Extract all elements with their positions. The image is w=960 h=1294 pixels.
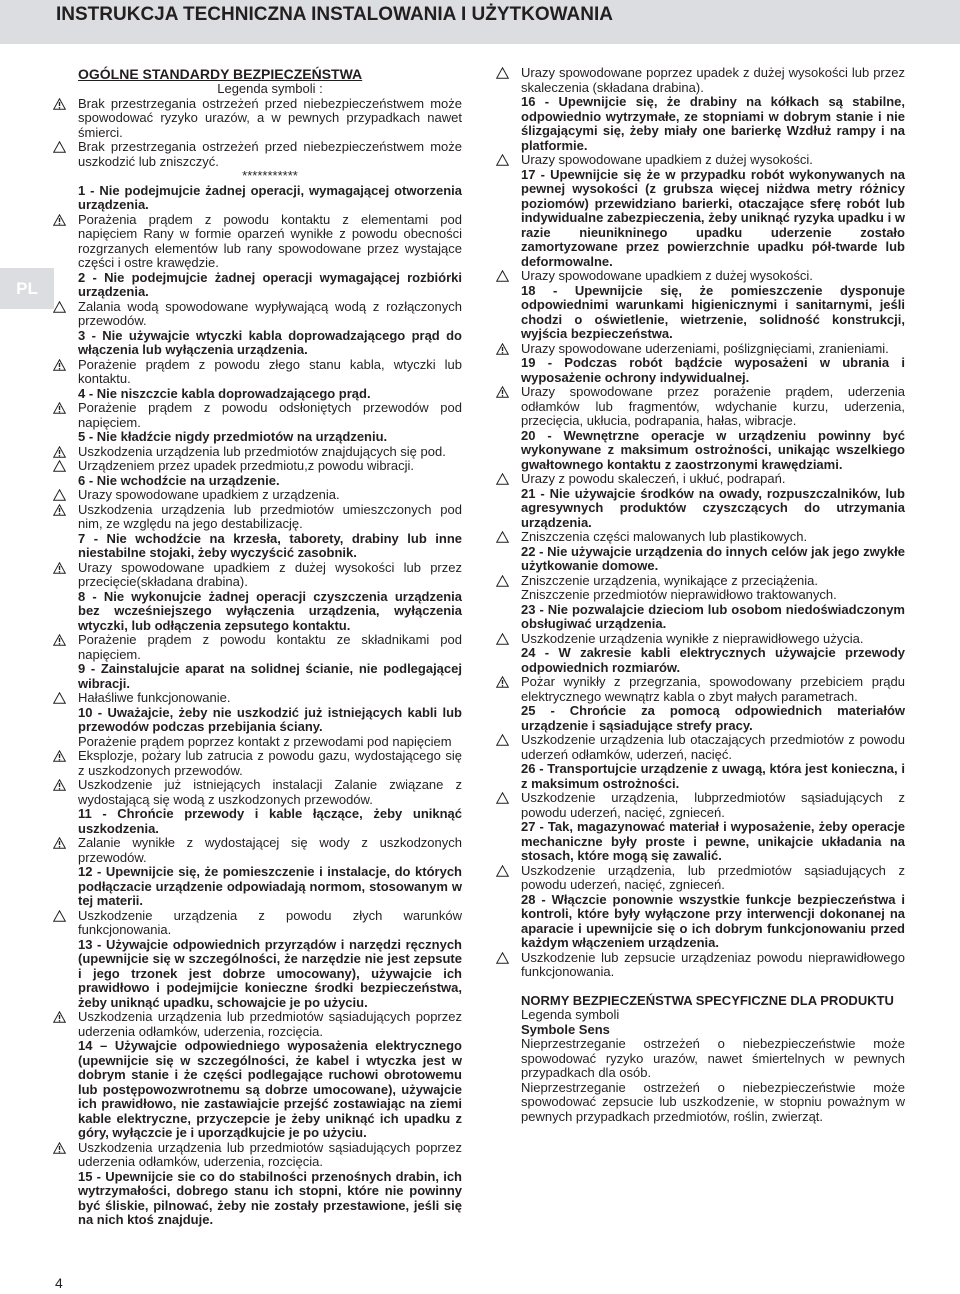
paragraph-text: Zniszczenie urządzenia, wynikające z przeciążenia. xyxy=(521,572,818,588)
danger-warning-icon xyxy=(496,343,509,355)
paragraph-text: 13 - Używajcie odpowiednich przyrządów i narzędzi ręcznych (upewnijcie się w szczególności, że narzędzie nie jest zepsute i jego trzonek jest dobrze umocowany), używajcie ich prawidłowo i podejmijcie konieczne środki bezpieczeństwa, żeby uniknąć upadku, schowajcie je po użyciu. xyxy=(78,936,462,1010)
paragraph-text: 5 - Nie kładźcie nigdy przedmiotów na urządzeniu. xyxy=(78,429,388,444)
paragraph xyxy=(521,733,905,762)
danger-warning-icon xyxy=(53,634,66,646)
danger-warning-icon xyxy=(53,837,66,849)
instruction-heading xyxy=(521,356,905,385)
document-title: INSTRUKCJA TECHNICZNA INSTALOWANIA I UŻYTKOWANIA xyxy=(56,4,613,25)
paragraph xyxy=(78,82,462,97)
caution-warning-icon xyxy=(53,141,66,153)
paragraph xyxy=(78,691,462,706)
paragraph-text: Nieprzestrzeganie ostrzeżeń o niebezpieczeństwie może spowodować zepsucie lub uszkodzenie, w stopniu poważnym w pewnych przypadkach przedmiotów, roślin, zwierząt. xyxy=(521,1079,905,1124)
instruction-heading xyxy=(78,706,462,735)
paragraph xyxy=(78,1010,462,1039)
instruction-heading xyxy=(521,95,905,153)
paragraph-text: 22 - Nie używajcie urządzenia do innych celów jak jego zwykłe użytkowanie domowe. xyxy=(521,543,905,573)
danger-warning-icon xyxy=(53,359,66,371)
instruction-heading xyxy=(78,1039,462,1141)
paragraph-text: Uszkodzenia urządzenia lub przedmiotów sąsiadujących poprzez uderzenia odłamków, uderzenia, rozcięcia. xyxy=(78,1139,462,1169)
paragraph-text: Porażenia prądem z powodu kontaktu z elementami pod napięciem Rany w formie oparzeń wynikłe z powodu obecności rozgrzanych elementów lub rany spowodowane przez wystające części i ostre krawędzie. xyxy=(78,211,462,270)
paragraph-text: 19 - Podczas robót bądźcie wyposażeni w ubrania i wyposażenie ochrony indywidualnej. xyxy=(521,355,905,385)
danger-warning-icon xyxy=(53,98,66,110)
paragraph-text: 9 - Zainstalujcie aparat na solidnej ścianie, nie podlegającej wibracji. xyxy=(78,661,462,691)
caution-warning-icon xyxy=(53,489,66,501)
caution-warning-icon xyxy=(53,301,66,313)
instruction-heading xyxy=(521,168,905,270)
caution-warning-icon xyxy=(53,692,66,704)
instruction-heading xyxy=(521,603,905,632)
paragraph xyxy=(521,675,905,704)
paragraph-text: Eksplozje, pożary lub zatrucia z powodu gazu, wydostającego się z uszkodzonych przewodów. xyxy=(78,748,462,778)
paragraph xyxy=(78,358,462,387)
paragraph xyxy=(521,385,905,429)
page-number: 4 xyxy=(55,1275,63,1291)
paragraph-text: 23 - Nie pozwalajcie dzieciom lub osobom niedoświadczonym obsługiwać urządzenia. xyxy=(521,601,905,631)
paragraph-text: Uszkodzenie lub zepsucie urządzeniaz powodu nieprawidłowego funkcjonowania. xyxy=(521,949,905,979)
caution-warning-icon xyxy=(496,865,509,877)
instruction-heading xyxy=(521,1023,905,1038)
paragraph-text: Brak przestrzegania ostrzeżeń przed niebezpieczeństwem może spowodować ryzyko urazów, a w pewnych przypadkach nawet śmierci. xyxy=(78,95,462,140)
paragraph-text: Brak przestrzegania ostrzeżeń przed niebezpieczeństwem może uszkodzić lub zniszczyć. xyxy=(78,139,462,169)
caution-warning-icon xyxy=(496,67,509,79)
paragraph-text: Zalanie wynikłe z wydostającej się wody z uszkodzonych przewodów. xyxy=(78,835,462,865)
paragraph xyxy=(78,445,462,460)
paragraph xyxy=(78,735,462,750)
paragraph-text: OGÓLNE STANDARDY BEZPIECZEŃSTWA xyxy=(78,66,363,82)
instruction-heading xyxy=(78,1170,462,1228)
paragraph xyxy=(521,342,905,357)
instruction-heading xyxy=(78,865,462,909)
instruction-heading xyxy=(78,329,462,358)
paragraph xyxy=(78,836,462,865)
paragraph-text: Zniszczenie przedmiotów nieprawidłowo traktowanych. xyxy=(521,587,837,602)
paragraph xyxy=(521,1008,905,1023)
danger-warning-icon xyxy=(53,214,66,226)
instruction-heading xyxy=(78,938,462,1011)
paragraph-text: NORMY BEZPIECZEŃSTWA SPECYFICZNE DLA PRODUKTU xyxy=(521,992,894,1008)
language-tab: PL xyxy=(0,268,54,309)
instruction-heading xyxy=(521,487,905,531)
paragraph-text: 16 - Upewnijcie się, że drabiny na kółkach są stabilne, odpowiednio wytrzymałe, ze stopniami w dobrym stanie i nie ślizgającymi się, żeby miały one barierkę Wzdłuż rampy i na platformie. xyxy=(521,94,905,153)
paragraph-text: Uszkodzenia urządzenia lub przedmiotów umieszczonych pod nim, ze względu na jego destabilizację. xyxy=(78,501,462,531)
paragraph xyxy=(78,1141,462,1170)
paragraph-text: Legenda symboli xyxy=(521,1007,620,1022)
caution-warning-icon xyxy=(496,792,509,804)
paragraph-text: Urazy spowodowane uderzeniami, poślizgnięciami, zranieniami. xyxy=(521,340,889,356)
paragraph xyxy=(521,574,905,589)
paragraph-text: *********** xyxy=(242,168,298,183)
paragraph-text: Porażenie prądem z powodu złego stanu kabla, wtyczki lub kontaktu. xyxy=(78,356,462,386)
paragraph-text: 21 - Nie używajcie środków na owady, rozpuszczalników, lub agresywnych produktów czyszczących do utrzymania urządzenia. xyxy=(521,485,905,530)
paragraph-text: Uszkodzenia urządzenia lub przedmiotów sąsiadujących poprzez uderzenia odłamków, uderzenia, rozcięcia. xyxy=(78,1009,462,1039)
paragraph-text: Uszkodzenie już istniejących instalacji Zalanie związane z wydostającą się wodą z uszkodzonych przewodów. xyxy=(78,777,462,807)
paragraph xyxy=(78,459,462,474)
paragraph-text: Porażenie prądem z powodu odsłoniętych przewodów pod napięciem. xyxy=(78,400,462,430)
danger-warning-icon xyxy=(53,402,66,414)
instruction-heading xyxy=(78,532,462,561)
paragraph-text: Uszkodzenie urządzenia, lub przedmiotów sąsiadujących z powodu uderzeń, nacięć, zgnieceń. xyxy=(521,862,905,892)
danger-warning-icon xyxy=(496,386,509,398)
paragraph xyxy=(521,1081,905,1125)
instruction-heading xyxy=(521,429,905,473)
paragraph xyxy=(521,530,905,545)
paragraph-text: 17 - Upewnijcie się że w przypadku robót wykonywanych na pewnej wysokości (z grubsza więcej niżdwa metry różnicy poziomów) przewidziano barierki, otaczające sferę robót lub indywidualne zabezpieczenia, żeby uniknąć ryzyka upadku i w razie nieunikninego upadku uderzenie zostało zamortyzowane przez powierzchnie upadku pół-twarde lub deformowalne. xyxy=(521,166,905,269)
section-heading xyxy=(78,66,462,82)
paragraph xyxy=(78,213,462,271)
paragraph xyxy=(78,749,462,778)
paragraph xyxy=(78,778,462,807)
paragraph xyxy=(521,66,905,95)
paragraph xyxy=(521,153,905,168)
paragraph-text: 8 - Nie wykonujcie żadnej operacji czyszczenia urządzenia bez wcześniejszego wyłączenia urządzenia, wyłączenia wtyczki, lub odłączenia zepsutego kontaktu. xyxy=(78,588,462,633)
paragraph xyxy=(78,140,462,169)
paragraph-text: 6 - Nie wchodźcie na urządzenie. xyxy=(78,472,280,488)
paragraph xyxy=(521,951,905,980)
paragraph-text: Uszkodzenie urządzenia lub otaczających przedmiotów z powodu uderzeń odłamków, uderzeń, nacięć. xyxy=(521,732,905,762)
instruction-heading xyxy=(521,762,905,791)
caution-warning-icon xyxy=(496,633,509,645)
paragraph-text: 11 - Chrońcie przewody i kable łączące, żeby uniknąć uszkodzenia. xyxy=(78,806,462,836)
instruction-heading xyxy=(78,662,462,691)
paragraph-text: 3 - Nie używajcie wtyczki kabla doprowadzającego prąd do włączenia lub wyłączenia urządzenia. xyxy=(78,327,462,357)
paragraph-text: 10 - Uważajcie, żeby nie uszkodzić już istniejących kabli lub przewodów podczas przebijania ściany. xyxy=(78,704,462,734)
paragraph xyxy=(521,864,905,893)
paragraph-text: 27 - Tak, magazynować materiał i wyposażenie, żeby operacje mechaniczne były proste i pewne, unikajcie układania na stosach, które mogą się zawalić. xyxy=(521,819,905,863)
paragraph xyxy=(78,503,462,532)
paragraph-text: Urazy spowodowane upadkiem z dużej wysokości. xyxy=(521,152,813,167)
paragraph xyxy=(521,791,905,820)
caution-warning-icon xyxy=(53,910,66,922)
paragraph-text: 1 - Nie podejmujcie żadnej operacji, wymagającej otworzenia urządzenia. xyxy=(78,182,462,212)
instruction-heading xyxy=(521,545,905,574)
paragraph-text: Symbole Sens xyxy=(521,1021,610,1037)
paragraph-text: Zniszczenia części malowanych lub plastikowych. xyxy=(521,529,808,544)
danger-warning-icon xyxy=(53,1011,66,1023)
paragraph-text: Urazy spowodowane upadkiem z dużej wysokości lub przez przecięcie(składana drabina). xyxy=(78,559,462,589)
caution-warning-icon xyxy=(496,531,509,543)
paragraph-text: Uszkodzenia urządzenia lub przedmiotów znajdujących się pod. xyxy=(78,443,446,459)
instruction-heading xyxy=(521,820,905,864)
paragraph-text: 12 - Upewnijcie się, że pomieszczenie i instalacje, do których podłączacie urządzenie odpowiadają normom, stosowanym w tej materii. xyxy=(78,864,462,908)
danger-warning-icon xyxy=(53,1142,66,1154)
paragraph-text: 15 - Upewnijcie sie co do stabilności przenośnych drabin, ich wytrzymałości, dobrego stanu ich stopni, które nie powinny być śliskie, pilnować, żeby nie zostały przestawione, jeśli się na nich ktoś znajduje. xyxy=(78,1168,462,1227)
paragraph-text: 26 - Transportujcie urządzenie z uwagą, która jest konieczna, i z maksimum ostrożności. xyxy=(521,761,905,791)
paragraph xyxy=(78,169,462,184)
paragraph xyxy=(78,561,462,590)
paragraph-text: Urazy spowodowane przez porażenie prądem, uderzenia odłamków lub fragmentów, wdychanie kurzu, uderzenia, przecięcia, ukłucia, podrapania, hałas, wibracje. xyxy=(521,384,905,428)
paragraph-text: 25 - Chrońcie za pomocą odpowiednich materiałów urządzenie i sąsiadujące strefy pracy. xyxy=(521,703,905,733)
paragraph xyxy=(78,300,462,329)
paragraph-text: Nieprzestrzeganie ostrzeżeń o niebezpieczeństwie może spowodować ryzyko urazów, nawet śmiertelnych w pewnych przypadkach dla osób. xyxy=(521,1036,905,1080)
caution-warning-icon xyxy=(496,154,509,166)
paragraph-text: 4 - Nie niszczcie kabla doprowadzającego prąd. xyxy=(78,385,371,401)
paragraph-text: Porażenie prądem poprzez kontakt z przewodami pod napięciem xyxy=(78,733,452,749)
instruction-heading xyxy=(521,284,905,342)
paragraph xyxy=(521,588,905,603)
danger-warning-icon xyxy=(53,750,66,762)
caution-warning-icon xyxy=(496,952,509,964)
paragraph xyxy=(521,632,905,647)
right-column xyxy=(521,66,905,1124)
danger-warning-icon xyxy=(496,676,509,688)
paragraph-text: Urazy spowodowane poprzez upadek z dużej wysokości lub przez skaleczenia (składana drabina). xyxy=(521,65,905,95)
paragraph-text: Uszkodzenie urządzenia, lubprzedmiotów sąsiadujących z powodu uderzeń, nacięć, zgnieceń. xyxy=(521,790,905,820)
instruction-heading xyxy=(78,430,462,445)
paragraph-text: Uszkodzenie urządzenia z powodu złych warunków funkcjonowania. xyxy=(78,907,462,937)
instruction-heading xyxy=(521,704,905,733)
instruction-heading xyxy=(521,646,905,675)
paragraph-text: 24 - W zakresie kabli elektrycznych używajcie przewody odpowiednich rozmiarów. xyxy=(521,645,905,675)
danger-warning-icon xyxy=(53,562,66,574)
paragraph-text: Uszkodzenie urządzenia wynikłe z nieprawidłowego użycia. xyxy=(521,630,864,646)
paragraph xyxy=(78,909,462,938)
instruction-heading xyxy=(78,271,462,300)
paragraph-text: Pożar wynikły z przegrzania, spowodowany przebiciem prądu elektrycznego wewnątrz kabla o zbyt małych parametrach. xyxy=(521,674,905,704)
caution-warning-icon xyxy=(53,460,66,472)
paragraph xyxy=(521,472,905,487)
paragraph-text: Urazy spowodowane upadkiem z urządzenia. xyxy=(78,487,340,502)
paragraph-text: Legenda symboli : xyxy=(217,81,323,96)
paragraph xyxy=(78,401,462,430)
paragraph-text: Porażenie prądem z powodu kontaktu ze składnikami pod napięciem. xyxy=(78,632,462,662)
danger-warning-icon xyxy=(53,446,66,458)
paragraph xyxy=(521,269,905,284)
paragraph-text: 14 – Używajcie odpowiedniego wyposażenia elektrycznego (upewnijcie się w szczególności, że kabel i wtyczka jest w dobrym stanie i że części podlegające ruchowi obrotowemu lub postępowozwrotnemu są dobrze umocowane), używajcie ich prawidłowo, nie zastawiajcie przejść zostawiając na ziemi kable elektryczne, przyczepcie je żeby uniknąć ich upadku z góry, wyłączcie je i uporządkujcie je po użyciu. xyxy=(78,1038,462,1140)
paragraph-text: Urazy spowodowane upadkiem z dużej wysokości. xyxy=(521,268,813,283)
paragraph-text: 7 - Nie wchodźcie na krzesła, taborety, drabiny lub inne niestabilne stojaki, żeby wyczyścić zasobnik. xyxy=(78,530,462,560)
paragraph-text: 2 - Nie podejmujcie żadnej operacji wymagającej rozbiórki urządzenia. xyxy=(78,269,462,299)
danger-warning-icon xyxy=(53,779,66,791)
paragraph-text: Urazy z powodu skaleczeń, i ukłuć, podrapań. xyxy=(521,471,786,486)
caution-warning-icon xyxy=(496,734,509,746)
instruction-heading xyxy=(78,807,462,836)
page-header xyxy=(0,0,960,44)
left-column xyxy=(78,66,462,1228)
paragraph xyxy=(78,633,462,662)
section-heading xyxy=(521,994,905,1009)
danger-warning-icon xyxy=(53,504,66,516)
paragraph xyxy=(78,488,462,503)
paragraph-text: 18 - Upewnijcie się, że pomieszczenie dysponuje odpowiednimi warunkami higienicznymi i sanitarnymi, jeśli chodzi o oświetlenie, wietrzenie, solidność konstrukcji, wyjścia bezpieczeństwa. xyxy=(521,282,905,341)
instruction-heading xyxy=(78,387,462,402)
instruction-heading xyxy=(521,893,905,951)
paragraph xyxy=(521,1037,905,1081)
instruction-heading xyxy=(78,474,462,489)
paragraph xyxy=(78,97,462,141)
caution-warning-icon xyxy=(496,575,509,587)
caution-warning-icon xyxy=(496,270,509,282)
paragraph-text: 28 - Włączcie ponownie wszystkie funkcje bezpieczeństwa i kontroli, które były wyłączone przy interwencji dokonanej na aparacie i upewnijcie się o ich dobrym funkcjonowaniu przed każdym włączeniem urządzenia. xyxy=(521,891,905,950)
instruction-heading xyxy=(78,590,462,634)
caution-warning-icon xyxy=(496,473,509,485)
paragraph-text: 20 - Wewnętrzne operacje w urządzeniu powinny być wykonywane z maksimum ostrożności, unikając wszelkiego gwałtownego kontaktu z zaostrzonymi krawędziami. xyxy=(521,427,905,472)
paragraph-text: Zalania wodą spowodowane wypływającą wodą z rozłączonych przewodów. xyxy=(78,298,462,328)
instruction-heading xyxy=(78,184,462,213)
paragraph-text: Hałaśliwe funkcjonowanie. xyxy=(78,690,231,705)
paragraph-text: Urządzeniem przez upadek przedmiotu,z powodu wibracji. xyxy=(78,458,414,473)
